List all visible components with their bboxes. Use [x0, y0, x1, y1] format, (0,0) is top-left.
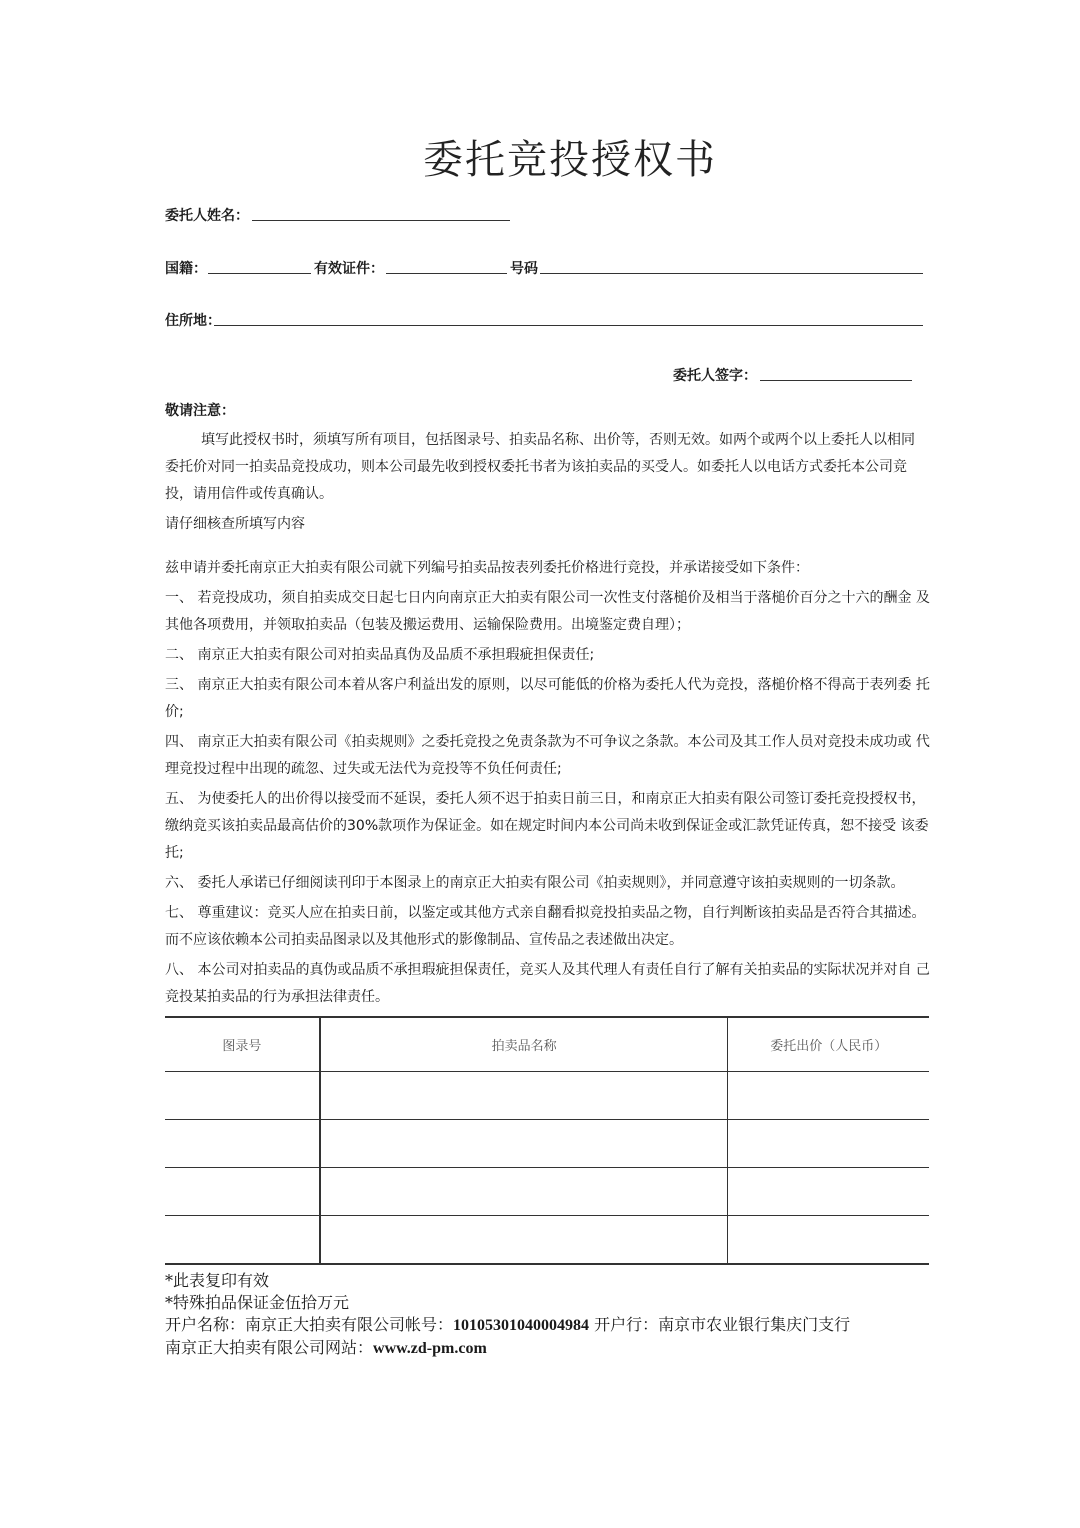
- header-bid-price: 委托出价（人民币）: [728, 1017, 929, 1072]
- catalog-number-cell[interactable]: [165, 1120, 320, 1168]
- id-type-field[interactable]: [386, 273, 507, 274]
- lot-name-cell[interactable]: [320, 1120, 728, 1168]
- term-item-2: 二、 南京正大拍卖有限公司对拍卖品真伪及品质不承担瑕疵担保责任;: [165, 647, 595, 663]
- bid-price-cell[interactable]: [728, 1216, 929, 1265]
- notice-heading: 敬请注意：: [165, 403, 235, 419]
- id-type-label: 有效证件：: [314, 261, 384, 277]
- client-name-label: 委托人姓名：: [165, 208, 249, 224]
- footer-website-info: [165, 1337, 850, 1360]
- signature-label: 委托人签字：: [673, 368, 757, 384]
- id-number-label: 号码: [510, 261, 538, 277]
- bid-price-cell[interactable]: [728, 1120, 929, 1168]
- account-number: 10105301040004984: [453, 1317, 590, 1334]
- document-title: 委托竞投授权书: [423, 137, 717, 183]
- nationality-label: 国籍：: [165, 261, 207, 277]
- bid-price-cell[interactable]: [728, 1168, 929, 1216]
- bid-price-cell[interactable]: [728, 1072, 929, 1120]
- nationality-field[interactable]: [208, 273, 311, 274]
- term-item-4: 四、 南京正大拍卖有限公司《拍卖规则》之委托竞投之免责条款为不可争议之条款。本公司及其工作人员对竞投未成功或 代理竞投过程中出现的疏忽、过失或无法代为竞投等不负任何责任;: [165, 734, 930, 777]
- header-lot-name: 拍卖品名称: [320, 1017, 728, 1072]
- term-item-3: 三、 南京正大拍卖有限公司本着从客户利益出发的原则，以尽可能低的价格为委托人代为竞投，落槌价格不得高于表列委 托价;: [165, 677, 930, 720]
- term-item-1: 一、 若竞投成功，须自拍卖成交日起七日内向南京正大拍卖有限公司一次性支付落槌价及相当于落槌价百分之十六的酬金 及其他各项费用，并领取拍卖品（包装及搬运费用、运输保险费用。出境鉴定费自理）；: [165, 590, 930, 633]
- footer-deposit-note: *特殊拍品保证金伍拾万元: [165, 1293, 350, 1312]
- footer-bank-info: [165, 1314, 850, 1337]
- lot-name-cell[interactable]: [320, 1168, 728, 1216]
- table-row: [165, 1120, 929, 1168]
- terms-section: [165, 555, 930, 1014]
- table-row: [165, 1072, 929, 1120]
- lot-name-cell[interactable]: [320, 1072, 728, 1120]
- notice-body: 填写此授权书时，须填写所有项目，包括图录号、拍卖品名称、出价等，否则无效。如两个或两个以上委托人以相同 委托价对同一拍卖品竞投成功，则本公司最先收到授权委托书者为该拍卖品的买受人。如委托人以电话方式委托本公司竞 投，请用信件或传真确认。: [165, 432, 915, 502]
- bid-table-header: [165, 1017, 929, 1072]
- footer-notes: [165, 1270, 850, 1360]
- bid-table: [165, 1016, 929, 1265]
- catalog-number-cell[interactable]: [165, 1168, 320, 1216]
- term-item-8: 八、 本公司对拍卖品的真伪或品质不承担瑕疵担保责任，竞买人及其代理人有责任自行了解有关拍卖品的实际状况并对自 己竞投某拍卖品的行为承担法律责任。: [165, 962, 930, 1005]
- bank-label: 开户行：南京市农业银行集庆门支行: [589, 1315, 851, 1334]
- terms-intro: 兹申请并委托南京正大拍卖有限公司就下列编号拍卖品按表列委托价格进行竞投，并承诺接受如下条件：: [165, 560, 809, 576]
- lot-name-cell[interactable]: [320, 1216, 728, 1265]
- signature-field[interactable]: [760, 380, 912, 381]
- footer-copy-valid: *此表复印有效: [165, 1271, 270, 1290]
- website-label: 南京正大拍卖有限公司网站：: [165, 1338, 374, 1357]
- notice-paragraph: [165, 427, 930, 508]
- header-catalog-number: 图录号: [165, 1017, 320, 1072]
- address-field[interactable]: [214, 325, 923, 326]
- client-name-field[interactable]: [252, 220, 510, 221]
- table-row: [165, 1168, 929, 1216]
- check-reminder: 请仔细核查所填写内容: [165, 516, 305, 532]
- account-name-label: 开户名称：南京正大拍卖有限公司帐号：: [165, 1315, 454, 1334]
- website-link[interactable]: www.zd-pm.com: [373, 1340, 487, 1357]
- term-item-7: 七、 尊重建议：竞买人应在拍卖日前，以鉴定或其他方式亲自翻看拟竞投拍卖品之物，自行判断该拍卖品是否符合其描述。 而不应该依赖本公司拍卖品图录以及其他形式的影像制品、宣传品之表述做出决定。: [165, 905, 926, 948]
- table-row: [165, 1216, 929, 1265]
- id-number-field[interactable]: [540, 273, 923, 274]
- term-item-5: 五、 为使委托人的出价得以接受而不延误，委托人须不迟于拍卖日前三日，和南京正大拍卖有限公司签订委托竞投授权书， 缴纳竞买该拍卖品最高估价的30%款项作为保证金。如在规定时间内本公司尚未收到保证金或汇款凭证传真，恕不接受 该委托;: [165, 791, 929, 861]
- term-item-6: 六、 委托人承诺已仔细阅读刊印于本图录上的南京正大拍卖有限公司《拍卖规则》，并同意遵守该拍卖规则的一切条款。: [165, 875, 905, 891]
- catalog-number-cell[interactable]: [165, 1072, 320, 1120]
- address-label: 住所地：: [165, 313, 221, 329]
- catalog-number-cell[interactable]: [165, 1216, 320, 1265]
